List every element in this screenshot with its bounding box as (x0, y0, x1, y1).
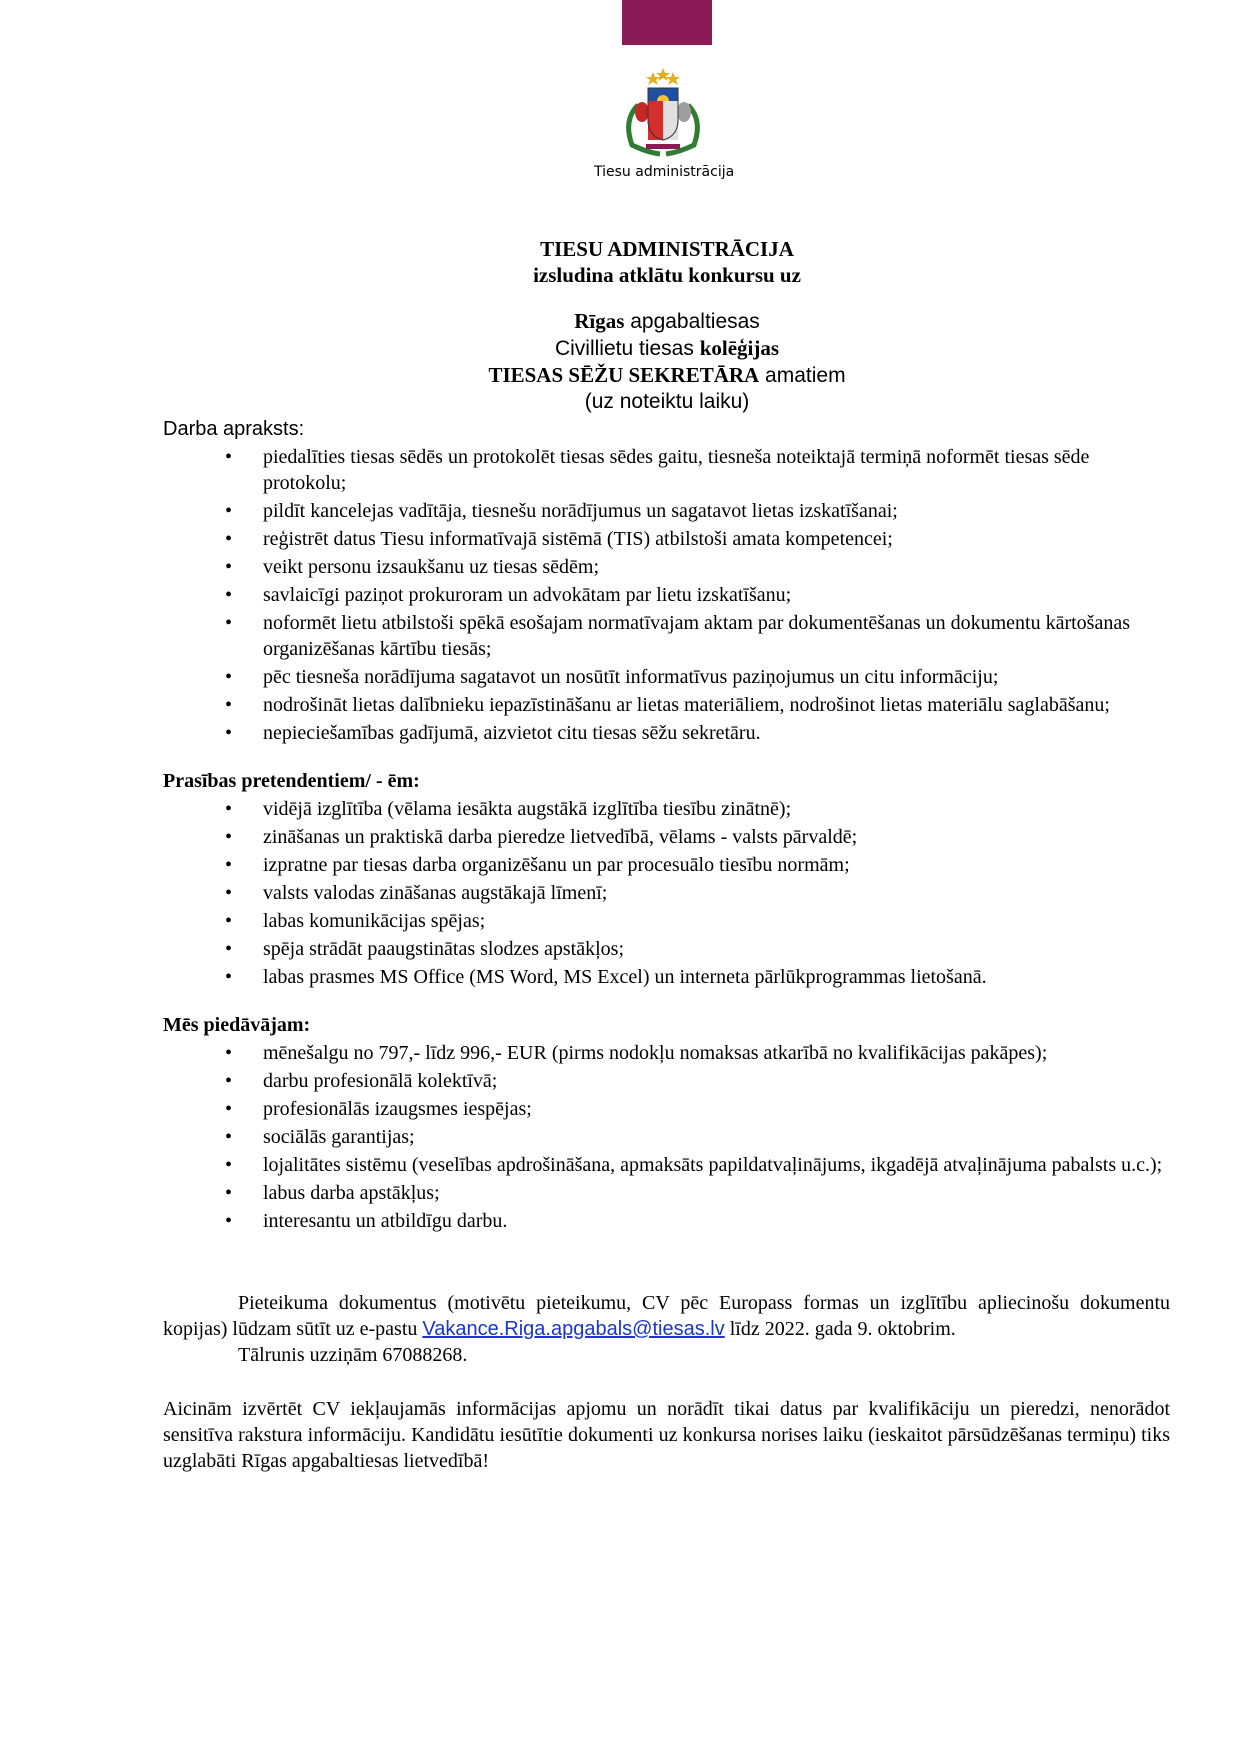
list-item: • veikt personu izsaukšanu uz tiesas sēdēm; (163, 554, 1170, 580)
application-paragraph (163, 1290, 1170, 1342)
offer-list (163, 1040, 1170, 1234)
organization-name: Tiesu administrācija (594, 164, 735, 180)
duties-list (163, 444, 1170, 746)
list-item: • piedalīties tiesas sēdēs un protokolēt tiesas sēdes gaitu, tiesneša noteiktajā termiņā noformēt tiesas sēde protokolu; (163, 444, 1170, 496)
list-item: • vidējā izglītība (vēlama iesākta augstākā izglītība tiesību zinātnē); (163, 796, 1170, 822)
brand-color-bar (622, 0, 712, 45)
email-link[interactable]: Vakance.Riga.apgabals@tiesas.lv (422, 1318, 725, 1340)
document-body (163, 416, 1170, 1474)
position-term: (uz noteiktu laiku) (584, 390, 750, 413)
duties-heading: Darba apraksts: (163, 418, 305, 440)
header-line1: TIESU ADMINISTRĀCIJA (540, 237, 794, 261)
position-title-block (0, 308, 1240, 415)
application-deadline: līdz 2022. gada 9. oktobrim. (724, 1318, 956, 1340)
list-item: • savlaicīgi paziņot prokuroram un advokātam par lietu izskatīšanu; (163, 582, 1170, 608)
list-item: • reģistrēt datus Tiesu informatīvajā sistēmā (TIS) atbilstoši amata kompetencei; (163, 526, 1170, 552)
list-item: • pildīt kancelejas vadītāja, tiesnešu norādījumus un sagatavot lietas izskatīšanai; (163, 498, 1170, 524)
list-item: • lojalitātes sistēmu (veselības apdrošināšana, apmaksāts papildatvaļinājums, ikgadējā atvaļinājuma pabalsts u.c.); (163, 1152, 1170, 1178)
list-item: • pēc tiesneša norādījuma sagatavot un nosūtīt informatīvus paziņojumus un citu informāciju; (163, 664, 1170, 690)
list-item: • profesionālās izaugsmes iespējas; (163, 1096, 1170, 1122)
college-name-bold: kolēģijas (699, 336, 780, 360)
requirements-list (163, 796, 1170, 990)
application-text: Pieteikuma dokumentus (motivētu pieteikumu, CV pēc Europass formas un izglītību apliecinošu dokumentu kopijas) lūdzam sūtīt uz e-pastu (163, 1292, 1170, 1340)
document-header (0, 236, 1240, 415)
list-item: • labus darba apstākļus; (163, 1180, 1170, 1206)
offer-heading: Mēs piedāvājam: (163, 1014, 311, 1036)
college-name-rest: Civillietu tiesas (554, 337, 700, 360)
list-item: • labas komunikācijas spējas; (163, 908, 1170, 934)
header-line2: izsludina atklātu konkursu uz (533, 263, 801, 287)
court-name-rest: apgabaltiesas (624, 310, 760, 333)
list-item: • mēnešalgu no 797,- līdz 996,- EUR (pirms nodokļu nomaksas atkarībā no kvalifikācijas pakāpes); (163, 1040, 1170, 1066)
coat-of-arms-logo (618, 60, 708, 160)
list-item: • labas prasmes MS Office (MS Word, MS Excel) un interneta pārlūkprogrammas lietošanā. (163, 964, 1170, 990)
list-item: • valsts valodas zināšanas augstākajā līmenī; (163, 880, 1170, 906)
list-item: • sociālās garantijas; (163, 1124, 1170, 1150)
position-name: TIESAS SĒŽU SEKRETĀRA (488, 363, 760, 387)
list-item: • darbu profesionālā kolektīvā; (163, 1068, 1170, 1094)
list-item: • noformēt lietu atbilstoši spēkā esošajam normatīvajam aktam par dokumentēšanas un dokumentu kārtošanas organizēšanas kārtību tiesās; (163, 610, 1170, 662)
phone-line: Tālrunis uzziņām 67088268. (238, 1344, 468, 1366)
court-name-bold: Rīgas (574, 309, 625, 333)
list-item: • zināšanas un praktiskā darba pieredze lietvedībā, vēlams - valsts pārvaldē; (163, 824, 1170, 850)
list-item: • izpratne par tiesas darba organizēšanu un par procesuālo tiesību normām; (163, 852, 1170, 878)
position-suffix: amatiem (759, 364, 846, 387)
list-item: • interesantu un atbildīgu darbu. (163, 1208, 1170, 1234)
notice-paragraph: Aicinām izvērtēt CV iekļaujamās informācijas apjomu un norādīt tikai datus par kvalifikāciju un pieredzi, nenorādot sensitīva rakstura informāciju. Kandidātu iesūtītie dokumenti uz konkursa norises laiku (ieskaitot pārsūdzēšanas termiņu) tiks uzglabāti Rīgas apgabaltiesas lietvedībā! (163, 1398, 1170, 1472)
list-item: • nepieciešamības gadījumā, aizvietot citu tiesas sēžu sekretāru. (163, 720, 1170, 746)
list-item: • nodrošināt lietas dalībnieku iepazīstināšanu ar lietas materiāliem, nodrošinot lietas materiālu saglabāšanu; (163, 692, 1170, 718)
list-item: • spēja strādāt paaugstinātas slodzes apstākļos; (163, 936, 1170, 962)
requirements-heading: Prasības pretendentiem/ - ēm: (163, 770, 420, 792)
